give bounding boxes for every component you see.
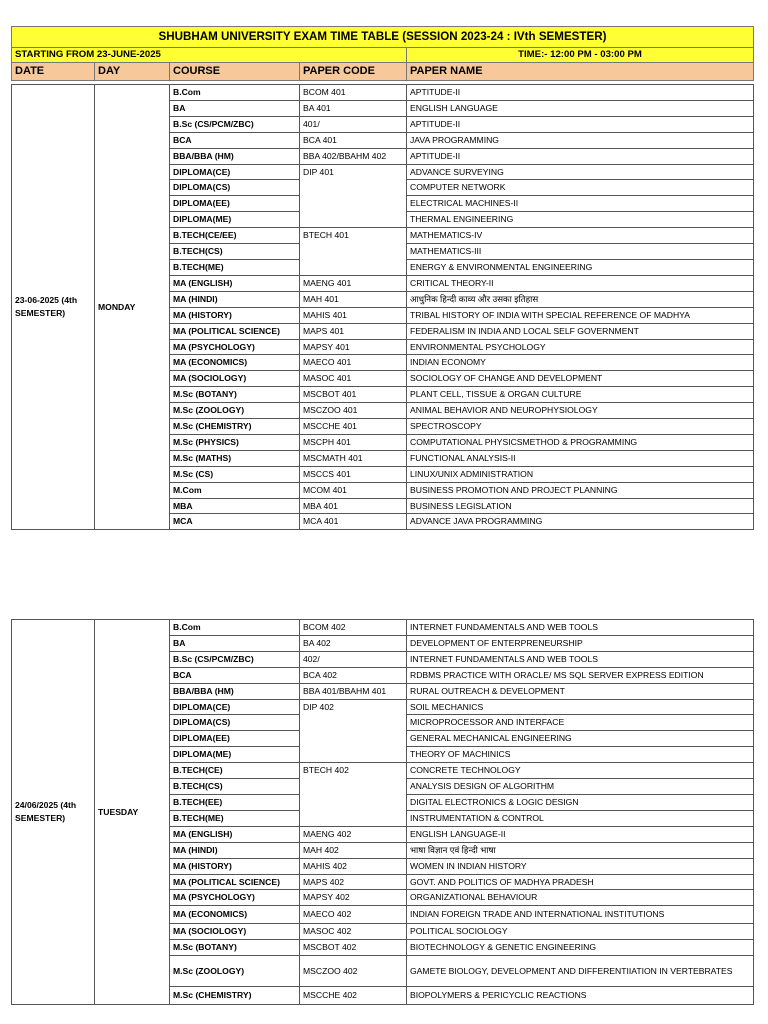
course-cell: B.Sc (CS/PCM/ZBC)	[170, 651, 300, 667]
column-header-course: COURSE	[170, 63, 300, 81]
paper-code-cell: 402/	[300, 651, 407, 667]
paper-name-cell: APTITUDE-II	[407, 116, 754, 132]
paper-name-cell: SOCIOLOGY OF CHANGE AND DEVELOPMENT	[407, 371, 754, 387]
paper-name-cell: MATHEMATICS-III	[407, 244, 754, 260]
paper-name-cell: ANALYSIS DESIGN OF ALGORITHM	[407, 779, 754, 795]
page-title: SHUBHAM UNIVERSITY EXAM TIME TABLE (SESSION 2023-24 : IVth SEMESTER)	[12, 27, 754, 48]
course-cell: MA (POLITICAL SCIENCE)	[170, 323, 300, 339]
course-cell: BCA	[170, 132, 300, 148]
course-cell: DIPLOMA(CE)	[170, 164, 300, 180]
course-cell: MA (HINDI)	[170, 842, 300, 858]
paper-name-cell: APTITUDE-II	[407, 85, 754, 101]
paper-name-cell: POLITICAL SOCIOLOGY	[407, 924, 754, 940]
paper-name-cell: GENERAL MECHANICAL ENGINEERING	[407, 731, 754, 747]
course-cell: DIPLOMA(CS)	[170, 715, 300, 731]
course-cell: M.Sc (ZOOLOGY)	[170, 956, 300, 987]
course-cell: B.TECH(CS)	[170, 244, 300, 260]
paper-name-cell: INTERNET FUNDAMENTALS AND WEB TOOLS	[407, 620, 754, 636]
starting-date: STARTING FROM 23-JUNE-2025	[12, 48, 407, 63]
paper-name-cell: DEVELOPMENT OF ENTERPRENEURSHIP	[407, 635, 754, 651]
paper-name-cell: INSTRUMENTATION & CONTROL	[407, 810, 754, 826]
column-header-paper-name: PAPER NAME	[407, 63, 754, 81]
paper-name-cell: RDBMS PRACTICE WITH ORACLE/ MS SQL SERVER EXPRESS EDITION	[407, 667, 754, 683]
paper-name-cell: DIGITAL ELECTRONICS & LOGIC DESIGN	[407, 794, 754, 810]
course-cell: B.Com	[170, 85, 300, 101]
paper-code-cell: MASOC 401	[300, 371, 407, 387]
paper-code-cell: DIP 401	[300, 164, 407, 228]
paper-name-cell: SOIL MECHANICS	[407, 699, 754, 715]
paper-name-cell: आधुनिक हिन्दी काव्य और उसका इतिहास	[407, 291, 754, 307]
course-cell: B.TECH(EE)	[170, 794, 300, 810]
paper-code-cell: BTECH 402	[300, 763, 407, 827]
paper-name-cell: JAVA PROGRAMMING	[407, 132, 754, 148]
course-cell: B.TECH(ME)	[170, 259, 300, 275]
table-row	[12, 85, 754, 101]
paper-name-cell: ENVIRONMENTAL PSYCHOLOGY	[407, 339, 754, 355]
paper-name-cell: MICROPROCESSOR AND INTERFACE	[407, 715, 754, 731]
paper-name-cell: ADVANCE SURVEYING	[407, 164, 754, 180]
paper-name-cell: GAMETE BIOLOGY, DEVELOPMENT AND DIFFERENTIIATION IN VERTEBRATES	[407, 956, 754, 987]
course-cell: B.TECH(ME)	[170, 810, 300, 826]
course-cell: M.Sc (MATHS)	[170, 450, 300, 466]
paper-code-cell: MSCCS 401	[300, 466, 407, 482]
course-cell: BA	[170, 100, 300, 116]
course-cell: MA (PSYCHOLOGY)	[170, 890, 300, 906]
column-header-date: DATE	[12, 63, 95, 81]
course-cell: MA (ECONOMICS)	[170, 355, 300, 371]
course-cell: MA (ENGLISH)	[170, 826, 300, 842]
paper-name-cell: ADVANCE JAVA PROGRAMMING	[407, 514, 754, 530]
paper-code-cell: MAPSY 402	[300, 890, 407, 906]
course-cell: M.Sc (BOTANY)	[170, 387, 300, 403]
paper-code-cell: BCA 401	[300, 132, 407, 148]
column-header-paper-code: PAPER CODE	[300, 63, 407, 81]
paper-name-cell: BIOPOLYMERS & PERICYCLIC REACTIONS	[407, 987, 754, 1005]
paper-name-cell: ENGLISH LANGUAGE	[407, 100, 754, 116]
course-cell: DIPLOMA(EE)	[170, 196, 300, 212]
course-cell: B.Com	[170, 620, 300, 636]
paper-code-cell: MAHIS 402	[300, 858, 407, 874]
paper-name-cell: ORGANIZATIONAL BEHAVIOUR	[407, 890, 754, 906]
course-cell: M.Sc (BOTANY)	[170, 940, 300, 956]
paper-name-cell: THEORY OF MACHINICS	[407, 747, 754, 763]
course-cell: MA (SOCIOLOGY)	[170, 371, 300, 387]
paper-name-cell: GOVT. AND POLITICS OF MADHYA PRADESH	[407, 874, 754, 890]
exam-day: MONDAY	[95, 85, 170, 530]
course-cell: M.Sc (CS)	[170, 466, 300, 482]
paper-name-cell: LINUX/UNIX ADMINISTRATION	[407, 466, 754, 482]
paper-code-cell: BCOM 401	[300, 85, 407, 101]
course-cell: MA (SOCIOLOGY)	[170, 924, 300, 940]
course-cell: M.Sc (PHYSICS)	[170, 434, 300, 450]
paper-code-cell: BCOM 402	[300, 620, 407, 636]
paper-name-cell: APTITUDE-II	[407, 148, 754, 164]
exam-time: TIME:- 12:00 PM - 03:00 PM	[407, 48, 754, 63]
paper-name-cell: ANIMAL BEHAVIOR AND NEUROPHYSIOLOGY	[407, 403, 754, 419]
paper-code-cell: MSCMATH 401	[300, 450, 407, 466]
paper-name-cell: SPECTROSCOPY	[407, 419, 754, 435]
paper-code-cell: MAPS 402	[300, 874, 407, 890]
paper-code-cell: MSCCHE 401	[300, 419, 407, 435]
course-cell: MA (HISTORY)	[170, 307, 300, 323]
paper-code-cell: MAH 402	[300, 842, 407, 858]
paper-name-cell: BUSINESS PROMOTION AND PROJECT PLANNING	[407, 482, 754, 498]
paper-name-cell: COMPUTATIONAL PHYSICSMETHOD & PROGRAMMING	[407, 434, 754, 450]
course-cell: DIPLOMA(ME)	[170, 747, 300, 763]
course-cell: M.Sc (ZOOLOGY)	[170, 403, 300, 419]
paper-code-cell: DIP 402	[300, 699, 407, 763]
timetable-header	[11, 26, 754, 81]
paper-code-cell: MAHIS 401	[300, 307, 407, 323]
paper-code-cell: MAENG 402	[300, 826, 407, 842]
paper-name-cell: ENGLISH LANGUAGE-II	[407, 826, 754, 842]
paper-code-cell: MAECO 402	[300, 906, 407, 924]
paper-name-cell: भाषा विज्ञान एवं हिन्दी भाषा	[407, 842, 754, 858]
paper-code-cell: MSCCHE 402	[300, 987, 407, 1005]
paper-name-cell: TRIBAL HISTORY OF INDIA WITH SPECIAL REFERENCE OF MADHYA	[407, 307, 754, 323]
paper-name-cell: CRITICAL THEORY-II	[407, 275, 754, 291]
course-cell: DIPLOMA(EE)	[170, 731, 300, 747]
course-cell: MCA	[170, 514, 300, 530]
paper-name-cell: ENERGY & ENVIRONMENTAL ENGINEERING	[407, 259, 754, 275]
paper-name-cell: FUNCTIONAL ANALYSIS-II	[407, 450, 754, 466]
paper-code-cell: MASOC 402	[300, 924, 407, 940]
course-cell: M.Sc (CHEMISTRY)	[170, 987, 300, 1005]
paper-name-cell: WOMEN IN INDIAN HISTORY	[407, 858, 754, 874]
course-cell: DIPLOMA(CE)	[170, 699, 300, 715]
paper-code-cell: MAENG 401	[300, 275, 407, 291]
paper-code-cell: MAPSY 401	[300, 339, 407, 355]
paper-name-cell: BUSINESS LEGISLATION	[407, 498, 754, 514]
paper-name-cell: INTERNET FUNDAMENTALS AND WEB TOOLS	[407, 651, 754, 667]
paper-name-cell: FEDERALISM IN INDIA AND LOCAL SELF GOVERNMENT	[407, 323, 754, 339]
paper-name-cell: ELECTRICAL MACHINES-II	[407, 196, 754, 212]
course-cell: MA (HISTORY)	[170, 858, 300, 874]
paper-name-cell: THERMAL ENGINEERING	[407, 212, 754, 228]
course-cell: MA (ECONOMICS)	[170, 906, 300, 924]
paper-code-cell: MSCZOO 402	[300, 956, 407, 987]
paper-code-cell: 401/	[300, 116, 407, 132]
course-cell: BCA	[170, 667, 300, 683]
monday-schedule-table	[11, 84, 754, 530]
table-row	[12, 620, 754, 636]
course-cell: B.TECH(CE/EE)	[170, 228, 300, 244]
course-cell: BBA/BBA (HM)	[170, 683, 300, 699]
paper-name-cell: PLANT CELL, TISSUE & ORGAN CULTURE	[407, 387, 754, 403]
column-header-day: DAY	[95, 63, 170, 81]
exam-date: 24/06/2025 (4th SEMESTER)	[12, 620, 95, 1005]
course-cell: DIPLOMA(ME)	[170, 212, 300, 228]
exam-date: 23-06-2025 (4th SEMESTER)	[12, 85, 95, 530]
paper-code-cell: MSCBOT 402	[300, 940, 407, 956]
paper-code-cell: MAH 401	[300, 291, 407, 307]
paper-code-cell: MCOM 401	[300, 482, 407, 498]
course-cell: B.TECH(CE)	[170, 763, 300, 779]
paper-code-cell: MBA 401	[300, 498, 407, 514]
course-cell: MA (POLITICAL SCIENCE)	[170, 874, 300, 890]
paper-name-cell: BIOTECHNOLOGY & GENETIC ENGINEERING	[407, 940, 754, 956]
course-cell: M.Sc (CHEMISTRY)	[170, 419, 300, 435]
course-cell: MA (ENGLISH)	[170, 275, 300, 291]
course-cell: BA	[170, 635, 300, 651]
paper-code-cell: MAECO 401	[300, 355, 407, 371]
course-cell: BBA/BBA (HM)	[170, 148, 300, 164]
paper-code-cell: MSCPH 401	[300, 434, 407, 450]
paper-code-cell: BBA 401/BBAHM 401	[300, 683, 407, 699]
paper-name-cell: MATHEMATICS-IV	[407, 228, 754, 244]
course-cell: MA (HINDI)	[170, 291, 300, 307]
paper-code-cell: MCA 401	[300, 514, 407, 530]
paper-name-cell: COMPUTER NETWORK	[407, 180, 754, 196]
paper-code-cell: MAPS 401	[300, 323, 407, 339]
course-cell: M.Com	[170, 482, 300, 498]
course-cell: DIPLOMA(CS)	[170, 180, 300, 196]
course-cell: MA (PSYCHOLOGY)	[170, 339, 300, 355]
exam-day: TUESDAY	[95, 620, 170, 1005]
paper-name-cell: CONCRETE TECHNOLOGY	[407, 763, 754, 779]
course-cell: B.TECH(CS)	[170, 779, 300, 795]
paper-name-cell: INDIAN FOREIGN TRADE AND INTERNATIONAL INSTITUTIONS	[407, 906, 754, 924]
course-cell: MBA	[170, 498, 300, 514]
paper-code-cell: BCA 402	[300, 667, 407, 683]
tuesday-schedule-table	[11, 619, 754, 1005]
course-cell: B.Sc (CS/PCM/ZBC)	[170, 116, 300, 132]
paper-code-cell: BTECH 401	[300, 228, 407, 276]
paper-code-cell: BA 402	[300, 635, 407, 651]
paper-code-cell: BBA 402/BBAHM 402	[300, 148, 407, 164]
paper-name-cell: INDIAN ECONOMY	[407, 355, 754, 371]
paper-code-cell: MSCBOT 401	[300, 387, 407, 403]
paper-code-cell: MSCZOO 401	[300, 403, 407, 419]
paper-name-cell: RURAL OUTREACH & DEVELOPMENT	[407, 683, 754, 699]
paper-code-cell: BA 401	[300, 100, 407, 116]
